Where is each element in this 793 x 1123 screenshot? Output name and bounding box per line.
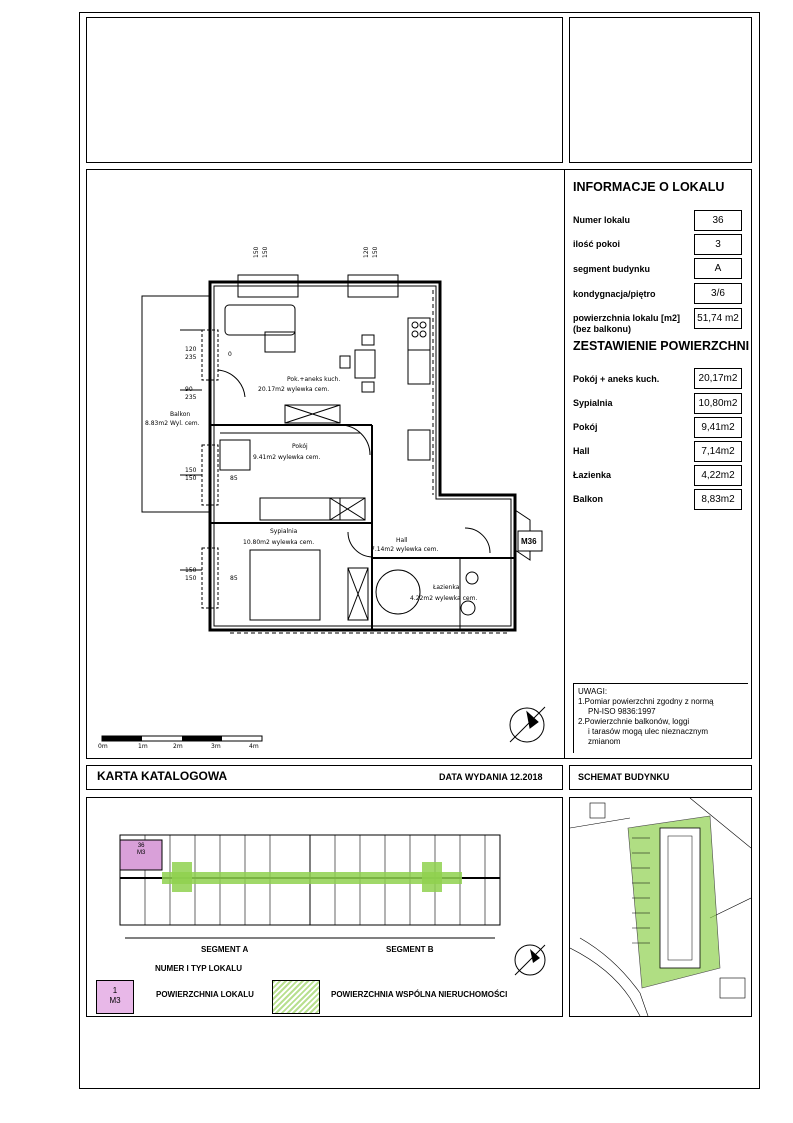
room-name: Łazienka	[433, 584, 460, 591]
info-divider	[564, 169, 565, 759]
dim-w2-b: 235	[185, 394, 197, 401]
room-label-room	[292, 443, 308, 450]
room-area: 8.83m2	[145, 420, 169, 427]
dim-w1-a: 120	[185, 346, 197, 353]
room-floor: wylewka cem.	[434, 595, 478, 602]
legend-area-label: POWIERZCHNIA LOKALU	[156, 990, 254, 999]
floor-plan	[90, 250, 560, 755]
room-name: Balkon	[170, 411, 191, 418]
room-label-bathroom	[433, 584, 459, 591]
room-label-bedroom	[270, 528, 297, 535]
scale-4: 4m	[249, 743, 259, 750]
room-name: Pok.+aneks kuch.	[287, 376, 341, 383]
room-area: 7.14m2	[371, 546, 395, 553]
room-label-living	[287, 376, 340, 383]
remarks-line-3: 2.Powierzchnie balkonów, loggi	[578, 717, 690, 726]
room-name: Sypialnia	[270, 528, 298, 535]
header-box-right	[569, 17, 752, 163]
summary-label-bathroom: Łazienka	[573, 470, 612, 480]
info-value-number: 36	[694, 210, 742, 231]
dim-w1-b: 235	[185, 354, 197, 361]
legend-common-label: POWIERZCHNIA WSPÓLNA NIERUCHOMOŚCI	[331, 990, 508, 999]
remarks-line-1: 1.Pomiar powierzchni zgodny z normą	[578, 697, 714, 706]
room-area-bathroom	[410, 595, 477, 602]
info-value-rooms: 3	[694, 234, 742, 255]
info-label-area-1: powierzchnia lokalu [m2]	[573, 313, 681, 323]
summary-value-living: 20,17m2	[694, 368, 742, 389]
scale-2: 2m	[173, 743, 183, 750]
remarks-line-4: i tarasów mogą ulec nieznacznym	[588, 727, 709, 736]
keyplan-marker-type: M3	[137, 850, 146, 856]
room-name: Pokój	[292, 443, 308, 450]
dim-w2-a: 90	[185, 386, 193, 393]
room-floor: wylewka cem.	[286, 386, 330, 393]
info-value-segment: A	[694, 258, 742, 279]
dim-w3-a: 150	[185, 467, 197, 474]
room-area-hall	[371, 546, 438, 553]
remarks-line-2: PN-ISO 9836:1997	[588, 707, 656, 716]
info-label-rooms: ilość pokoi	[573, 239, 621, 249]
summary-label-balcony: Balkon	[573, 494, 604, 504]
keyplan-marker-number: 36	[137, 843, 145, 849]
unit-tag: M36	[521, 537, 537, 546]
dim-top2-b: 150	[372, 246, 379, 258]
info-label-floor: kondygnacja/piętro	[573, 289, 656, 299]
info-label-number: Numer lokalu	[573, 215, 631, 225]
room-floor: wylewka cem.	[271, 539, 315, 546]
summary-value-balcony: 8,83m2	[694, 489, 742, 510]
room-area: 10.80m2	[243, 539, 270, 546]
remarks-title: UWAGI:	[578, 687, 608, 696]
info-title: INFORMACJE O LOKALU	[573, 180, 725, 194]
summary-value-hall: 7,14m2	[694, 441, 742, 462]
remarks-block	[578, 687, 714, 747]
summary-label-living: Pokój + aneks kuch.	[573, 374, 660, 384]
summary-title: ZESTAWIENIE POWIERZCHNI	[573, 339, 750, 353]
schema-title: SCHEMAT BUDYNKU	[578, 772, 670, 782]
dim-w4-b: 150	[185, 575, 197, 582]
scale-bar	[102, 736, 262, 741]
dim-top1-a: 150	[253, 246, 260, 258]
keyplan-north-arrow	[510, 940, 550, 980]
legend-type: M3	[109, 996, 121, 1005]
summary-value-bedroom: 10,80m2	[694, 393, 742, 414]
dim-top1-b: 150	[262, 246, 269, 258]
room-label-balcony	[170, 411, 190, 418]
room-area-room	[253, 454, 320, 461]
scale-1: 1m	[138, 743, 148, 750]
issue-date: DATA WYDANIA 12.2018	[439, 772, 543, 782]
room-area-balcony	[145, 420, 200, 427]
dim-sill-1: 0	[228, 351, 232, 358]
room-floor: Wyl. cem.	[169, 420, 200, 427]
scale-0: 0m	[98, 743, 108, 750]
scale-3: 3m	[211, 743, 221, 750]
dim-top2-a: 120	[363, 246, 370, 258]
header-box-left	[86, 17, 563, 163]
dim-sill-2: 85	[230, 475, 238, 482]
legend-number: 1	[112, 986, 118, 995]
dim-sill-3: 85	[230, 575, 238, 582]
north-arrow	[510, 707, 545, 742]
segment-b-label: SEGMENT B	[386, 945, 434, 954]
room-floor: wylewka cem.	[395, 546, 439, 553]
info-value-floor: 3/6	[694, 283, 742, 304]
summary-value-room: 9,41m2	[694, 417, 742, 438]
room-name: Hall	[396, 537, 408, 544]
summary-label-hall: Hall	[573, 446, 590, 456]
info-value-area: 51,74 m2	[694, 308, 742, 329]
room-area-living	[258, 386, 329, 393]
summary-label-room: Pokój	[573, 422, 598, 432]
keyplan-marker	[137, 843, 145, 857]
room-label-hall	[396, 537, 408, 544]
info-label-area-2: (bez balkonu)	[573, 324, 631, 334]
summary-label-bedroom: Sypialnia	[573, 398, 613, 408]
info-label-segment: segment budynku	[573, 264, 651, 274]
summary-value-bathroom: 4,22m2	[694, 465, 742, 486]
dim-w4-a: 150	[185, 567, 197, 574]
room-area: 4.22m2	[410, 595, 434, 602]
site-plan	[570, 798, 751, 1016]
room-area: 20.17m2	[258, 386, 285, 393]
legend-title: NUMER I TYP LOKALU	[155, 964, 242, 973]
segment-a-label: SEGMENT A	[201, 945, 249, 954]
room-area: 9.41m2	[253, 454, 277, 461]
room-area-bedroom	[243, 539, 314, 546]
dim-w3-b: 150	[185, 475, 197, 482]
room-floor: wylewka cem.	[277, 454, 321, 461]
legend-unit-swatch	[96, 980, 134, 1014]
card-title: KARTA KATALOGOWA	[97, 769, 228, 783]
remarks-line-5: zmianom	[588, 737, 621, 746]
keyplan-drawing	[100, 820, 540, 950]
legend-common-swatch	[272, 980, 320, 1014]
